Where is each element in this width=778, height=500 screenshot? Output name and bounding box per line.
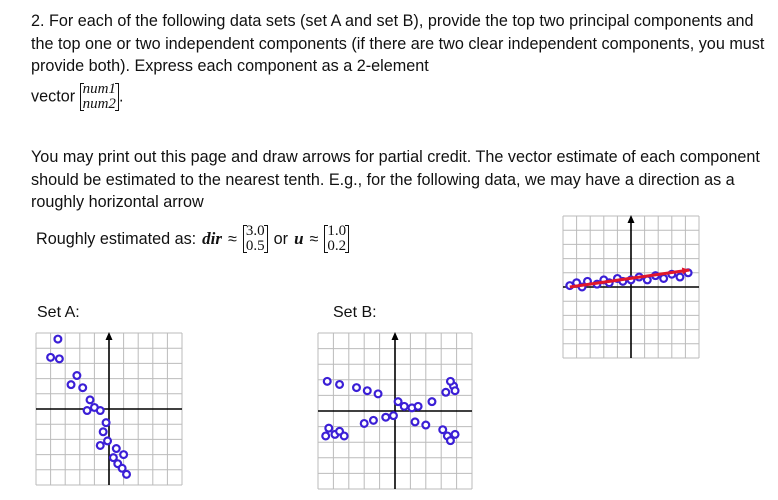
- vector-format: [31, 82, 123, 112]
- data-point: [412, 419, 419, 426]
- data-point: [382, 414, 389, 421]
- data-point: [324, 378, 331, 385]
- dir-vector-y: 0.5: [245, 238, 265, 254]
- data-point: [47, 354, 54, 361]
- u-vector: [324, 224, 349, 254]
- u-vector-x: 1.0: [327, 223, 347, 239]
- example-prefix: Roughly estimated as:: [36, 229, 197, 248]
- data-point: [79, 384, 86, 391]
- data-point: [353, 384, 360, 391]
- data-point: [361, 420, 368, 427]
- data-point: [55, 336, 62, 343]
- data-point: [429, 398, 436, 405]
- data-point: [100, 428, 107, 435]
- data-point: [325, 425, 332, 432]
- vector-end: .: [118, 87, 124, 106]
- data-point: [660, 275, 667, 282]
- data-point: [119, 465, 126, 472]
- u-label: u: [294, 229, 304, 248]
- or-text: or: [273, 229, 289, 248]
- vector-entry-1: num1: [82, 81, 116, 97]
- example-plot: [563, 216, 699, 358]
- data-point: [447, 437, 454, 444]
- approx-symbol-2: ≈: [309, 229, 319, 248]
- example-estimate: [36, 224, 349, 254]
- data-point: [322, 433, 329, 440]
- data-point: [452, 387, 459, 394]
- question-text: [31, 10, 771, 78]
- data-point: [364, 387, 371, 394]
- vector-entry-2: num2: [82, 96, 116, 112]
- data-point: [442, 389, 449, 396]
- data-point: [56, 355, 63, 362]
- data-point: [68, 381, 75, 388]
- approx-symbol: ≈: [228, 229, 237, 248]
- dir-label: dir: [202, 229, 223, 248]
- u-vector-y: 0.2: [327, 238, 347, 254]
- data-point: [113, 445, 120, 452]
- data-point: [103, 419, 110, 426]
- data-point: [422, 422, 429, 429]
- data-point: [73, 372, 80, 379]
- data-point: [97, 407, 104, 414]
- dir-vector: [243, 224, 268, 254]
- data-point: [104, 438, 111, 445]
- set-a-plot: [36, 333, 182, 485]
- instructions-text: You may print out this page and draw arrows for partial credit. The vector estimate of each component should be estimated to the nearest tenth. E.g., for the following data, we may have a direction as a roughly horizontal arrow: [31, 148, 760, 211]
- data-point: [401, 403, 408, 410]
- set-b-label: Set B:: [333, 304, 377, 321]
- data-point: [447, 378, 454, 385]
- vector-word: vector: [31, 87, 76, 106]
- data-point: [97, 442, 104, 449]
- data-point: [375, 390, 382, 397]
- data-point: [87, 396, 94, 403]
- data-point: [120, 451, 127, 458]
- data-point: [336, 381, 343, 388]
- data-point: [341, 433, 348, 440]
- vector-template: [80, 82, 119, 112]
- data-point: [677, 274, 684, 281]
- set-a-label: Set A:: [37, 304, 80, 321]
- question-body: 2. For each of the following data sets (set A and set B), provide the top two principal components and the top one or two independent components (if there are two clear independent components, you must provide both). Express each component as a 2-element: [31, 12, 765, 75]
- data-point: [370, 417, 377, 424]
- dir-vector-x: 3.0: [245, 223, 265, 239]
- data-point: [415, 403, 422, 410]
- data-point: [84, 407, 91, 414]
- data-point: [390, 412, 397, 419]
- set-b-plot: [318, 333, 472, 489]
